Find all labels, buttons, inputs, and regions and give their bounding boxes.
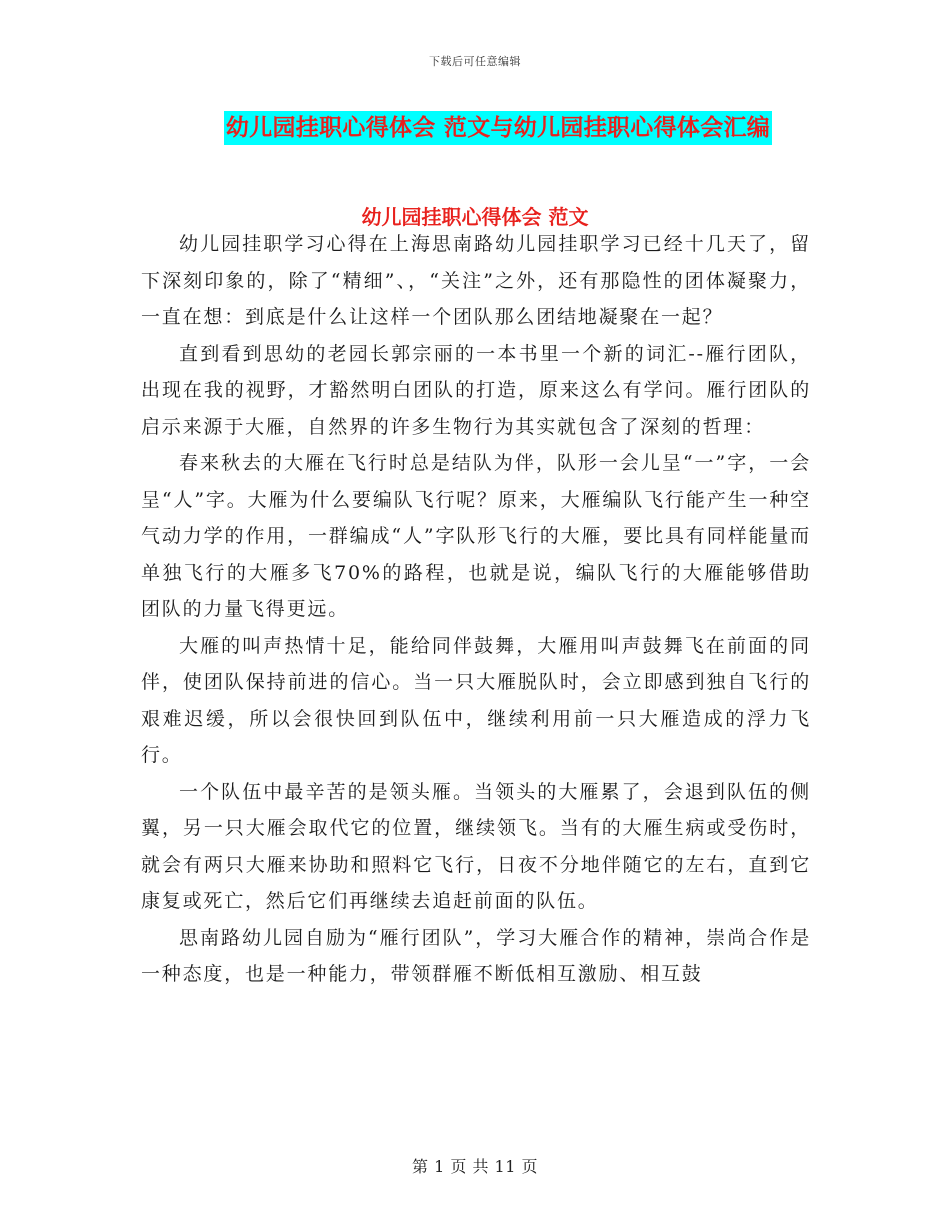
paragraph: 一个队伍中最辛苦的是领头雁。当领头的大雁累了，会退到队伍的侧翼，另一只大雁会取代它的位置，继续领飞。当有的大雁生病或受伤时，就会有两只大雁来协助和照料它飞行，日夜不分地伴随它的左右，直到它康复或死亡，然后它们再继续去追赶前面的队伍。	[141, 780, 811, 912]
main-title: 幼儿园挂职心得体会 范文与幼儿园挂职心得体会汇编	[224, 111, 772, 145]
paragraph: 大雁的叫声热情十足，能给同伴鼓舞，大雁用叫声鼓舞飞在前面的同伴，使团队保持前进的信心。当一只大雁脱队时，会立即感到独自飞行的艰难迟缓，所以会很快回到队伍中，继续利用前一只大雁造成的浮力飞行。	[141, 634, 811, 766]
main-title-container	[0, 111, 950, 145]
sub-title: 幼儿园挂职心得体会 范文	[361, 205, 589, 229]
paragraph: 思南路幼儿园自励为“雁行团队”，学习大雁合作的精神，崇尚合作是一种态度，也是一种能力，带领群雁不断低相互激励、相互鼓	[141, 926, 811, 985]
page-footer: 第 1 页 共 11 页	[412, 1157, 538, 1176]
paragraph: 直到看到思幼的老园长郭宗丽的一本书里一个新的词汇--雁行团队，出现在我的视野，才豁然明白团队的打造，原来这么有学问。雁行团队的启示来源于大雁，自然界的许多生物行为其实就包含了深刻的哲理：	[141, 342, 811, 438]
paragraph: 幼儿园挂职学习心得在上海思南路幼儿园挂职学习已经十几天了，留下深刻印象的，除了“精细”、，“关注”之外，还有那隐性的团体凝聚力，一直在想：到底是什么让这样一个团队那么团结地凝聚在一起？	[141, 233, 811, 328]
paragraph: 春来秋去的大雁在飞行时总是结队为伴，队形一会儿呈“一”字，一会呈“人”字。大雁为什么要编队飞行呢？原来，大雁编队飞行能产生一种空气动力学的作用，一群编成“人”字队形飞行的大雁，要比具有同样能量而单独飞行的大雁多飞70%的路程，也就是说，编队飞行的大雁能够借助团队的力量飞得更远。	[141, 452, 811, 620]
page-header-note: 下载后可任意编辑	[429, 55, 521, 68]
body-text	[141, 226, 811, 993]
